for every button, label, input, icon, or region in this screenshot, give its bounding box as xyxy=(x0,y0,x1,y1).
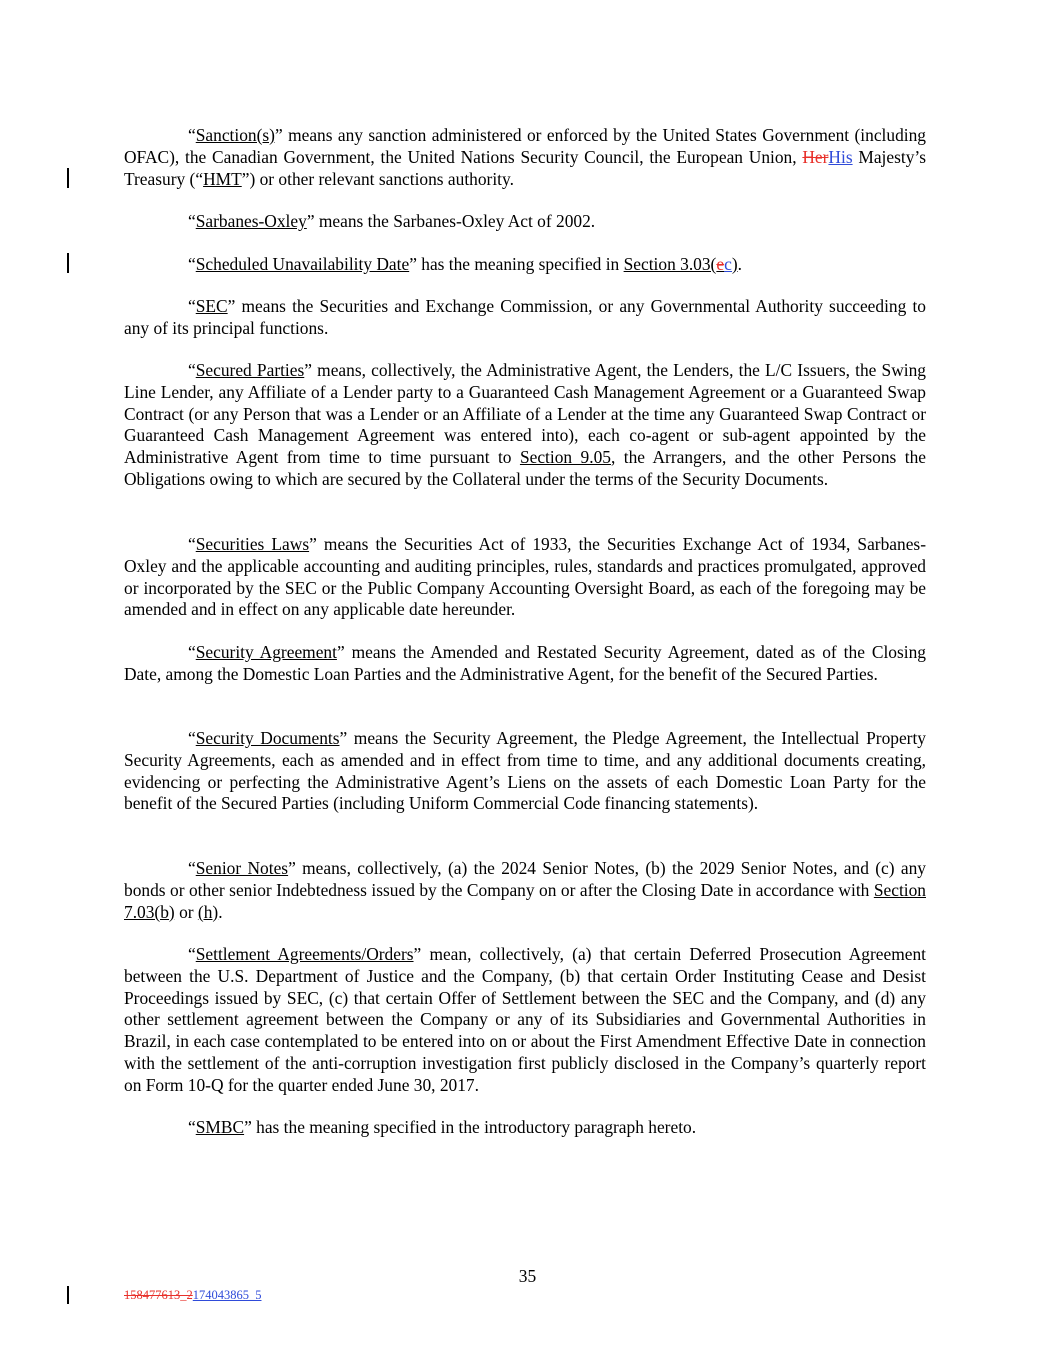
defined-term: HMT xyxy=(203,168,242,189)
inserted-text: His xyxy=(828,146,853,167)
definition-smbc: “SMBC” has the meaning specified in the introductory paragraph hereto. xyxy=(188,1117,697,1137)
inserted-doc-id: 174043865_5 xyxy=(192,1288,262,1302)
definition-scheduled-unavailability-date: “Scheduled Unavailability Date” has the meaning specified in Section 3.03(ec). xyxy=(188,254,742,274)
inserted-text: c xyxy=(724,254,732,274)
definition-sec: “SEC” means the Securities and Exchange Commission, or any Governmental Authority succeeding to any of its principal functions. xyxy=(124,296,926,338)
page-number: 35 xyxy=(518,1266,537,1286)
defined-term: Scheduled Unavailability Date xyxy=(195,254,410,274)
definition-settlement-agreements-orders: “Settlement Agreements/Orders” mean, collectively, (a) that certain Deferred Prosecution Agreement between the U.S. Department of Justice and the Company, (b) that certain Order Instituting Cease and Desist Proceedings issued by SEC, (c) that certain Offer of Settlement between the SEC and the Company, and (d) any other settlement agreement between the Company or any of its Subsidiaries and Governmental Authorities in Brazil, in each case contemplated to be entered into on or about the First Amendment Effective Date in connection with the settlement of the anti-corruption investigation first publicly disclosed in the Company’s quarterly report on Form 10-Q for the quarter ended June 30, 2017. xyxy=(124,944,926,1095)
definition-senior-notes: “Senior Notes” means, collectively, (a) the 2024 Senior Notes, (b) the 2029 Senior Notes, and (c) any bonds or other senior Indebtedness issued by the Company on or after the Closing Date in accordance with Section 7.03(b) or (h). xyxy=(124,858,926,922)
deleted-text: Her xyxy=(802,146,829,167)
section-reference: Section 7.03(b) xyxy=(124,879,926,922)
defined-term: Settlement Agreements/Orders xyxy=(195,944,414,964)
defined-term: Sanction(s) xyxy=(195,125,275,145)
change-bar xyxy=(67,1286,69,1304)
definition-secured-parties: “Secured Parties” means, collectively, the Administrative Agent, the Lenders, the L/C Issuers, the Swing Line Lender, any Affiliate of a Lender party to a Guaranteed Cash Management Agreement or a Guaranteed Swap Contract (or any Person that was a Lender or an Affiliate of a Lender at the time any Guaranteed Swap Contract or Guaranteed Cash Management Agreement was entered into), each co-agent or sub-agent appointed by the Administrative Agent from time to time pursuant to Section 9.05, the Arrangers, and the other Persons the Obligations owing to which are secured by the Collateral under the terms of the Security Documents. xyxy=(124,360,926,489)
defined-term: Senior Notes xyxy=(195,858,289,878)
change-bar xyxy=(67,168,69,188)
definition-sanctions: “Sanction(s)” means any sanction administered or enforced by the United States Government (including OFAC), the Canadian Government, the United Nations Security Council, the European Union, HerHis Majesty’s Treasury (“HMT”) or other relevant sanctions authority. xyxy=(124,125,926,189)
change-bar xyxy=(67,253,69,273)
definition-security-agreement: “Security Agreement” means the Amended and Restated Security Agreement, dated as of the Closing Date, among the Domestic Loan Parties and the Administrative Agent, for the benefit of the Secured Parties. xyxy=(124,642,926,684)
definition-security-documents: “Security Documents” means the Security Agreement, the Pledge Agreement, the Intellectual Property Security Agreements, each as amended and in effect from time to time, and any additional documents creating, evidencing or perfecting the Administrative Agent’s Liens on the assets of each Domestic Loan Party for the benefit of the Secured Parties (including Uniform Commercial Code financing statements). xyxy=(124,728,926,814)
deleted-text: e xyxy=(716,254,725,274)
defined-term: Securities Laws xyxy=(195,534,310,554)
defined-term: Secured Parties xyxy=(195,360,305,380)
definition-sarbanes-oxley: “Sarbanes-Oxley” means the Sarbanes-Oxley Act of 2002. xyxy=(188,211,596,231)
deleted-doc-id: 158477613_2 xyxy=(124,1288,193,1302)
section-reference: Section 9.05 xyxy=(519,447,611,468)
document-id xyxy=(124,1288,262,1303)
section-reference: (h) xyxy=(197,901,219,922)
section-reference: Section 3.03(ec) xyxy=(623,254,738,274)
defined-term: SMBC xyxy=(195,1117,245,1137)
definition-securities-laws: “Securities Laws” means the Securities Act of 1933, the Securities Exchange Act of 1934, Sarbanes-Oxley and the applicable accounting and auditing principles, rules, standards and practices promulgated, approved or incorporated by the SEC or the Public Company Accounting Oversight Board, as each of the foregoing may be amended and in effect on any applicable date hereunder. xyxy=(124,534,926,620)
defined-term: SEC xyxy=(195,296,228,316)
defined-term: Security Documents xyxy=(195,728,340,748)
defined-term: Sarbanes-Oxley xyxy=(195,211,307,231)
defined-term: Security Agreement xyxy=(195,642,337,662)
